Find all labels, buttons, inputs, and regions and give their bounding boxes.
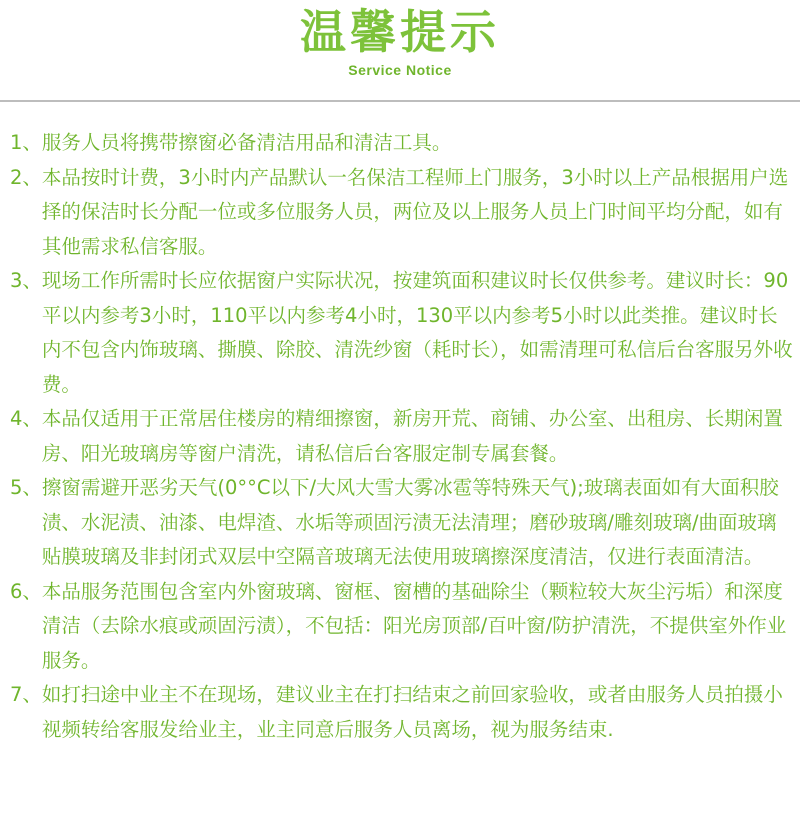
page-title: 温馨提示 — [300, 5, 500, 59]
notice-text: 本品按时计费，3小时内产品默认一名保洁工程师上门服务，3小时以上产品根据用户选择的保洁时长分配一位或多位服务人员，两位及以上服务人员上门时间平均分配，如有其他需求私信客服。 — [41, 165, 789, 258]
notice-number: 6、 — [10, 579, 42, 603]
notice-number: 1、 — [10, 131, 42, 154]
notice-item-4 — [10, 402, 795, 471]
notice-item-7 — [10, 678, 795, 747]
notice-number: 5、 — [10, 476, 42, 499]
notice-header — [0, 0, 800, 100]
page-subtitle: Service Notice — [348, 62, 452, 78]
notice-list — [10, 126, 795, 747]
notice-item-6 — [10, 575, 795, 679]
notice-item-1 — [10, 126, 795, 161]
header-divider — [0, 100, 800, 102]
notice-text: 服务人员将携带擦窗必备清洁用品和清洁工具。 — [41, 131, 452, 154]
notice-number: 4、 — [10, 407, 42, 430]
notice-text: 本品服务范围包含室内外窗玻璃、窗框、窗槽的基础除尘（颗粒较大灰尘污垢）和深度清洁（去除水痕或顽固污渍），不包括：阳光房顶部/百叶窗/防护清洗，不提供室外作业服务。 — [41, 579, 787, 672]
notice-item-5 — [10, 471, 795, 575]
notice-text: 现场工作所需时长应依据窗户实际状况，按建筑面积建议时长仅供参考。建议时长：90平以内参考3小时，110平以内参考4小时，130平以内参考5小时以此类推。建议时长内不包含内饰玻璃、撕膜、除胶、清洗纱窗（耗时长），如需清理可私信后台客服另外收费。 — [41, 269, 793, 396]
notice-number: 3、 — [10, 269, 42, 292]
notice-text: 本品仅适用于正常居住楼房的精细擦窗，新房开荒、商铺、办公室、出租房、长期闲置房、阳光玻璃房等窗户清洗，请私信后台客服定制专属套餐。 — [41, 407, 783, 465]
notice-item-3 — [10, 264, 795, 402]
notice-item-2 — [10, 161, 795, 265]
notice-text: 擦窗需避开恶劣天气(0°°C以下/大风大雪大雾冰雹等特殊天气);玻璃表面如有大面积胶渍、水泥渍、油漆、电焊渣、水垢等顽固污渍无法清理；磨砂玻璃/雕刻玻璃/曲面玻璃贴膜玻璃及非封闭式双层中空隔音玻璃无法使用玻璃擦深度清洁，仅进行表面清洁。 — [41, 476, 779, 568]
notice-number: 2、 — [10, 165, 42, 189]
notice-text: 如打扫途中业主不在现场，建议业主在打扫结束之前回家验收，或者由服务人员拍摄小视频转给客服发给业主，业主同意后服务人员离场，视为服务结束. — [41, 683, 783, 741]
notice-number: 7、 — [10, 683, 42, 706]
